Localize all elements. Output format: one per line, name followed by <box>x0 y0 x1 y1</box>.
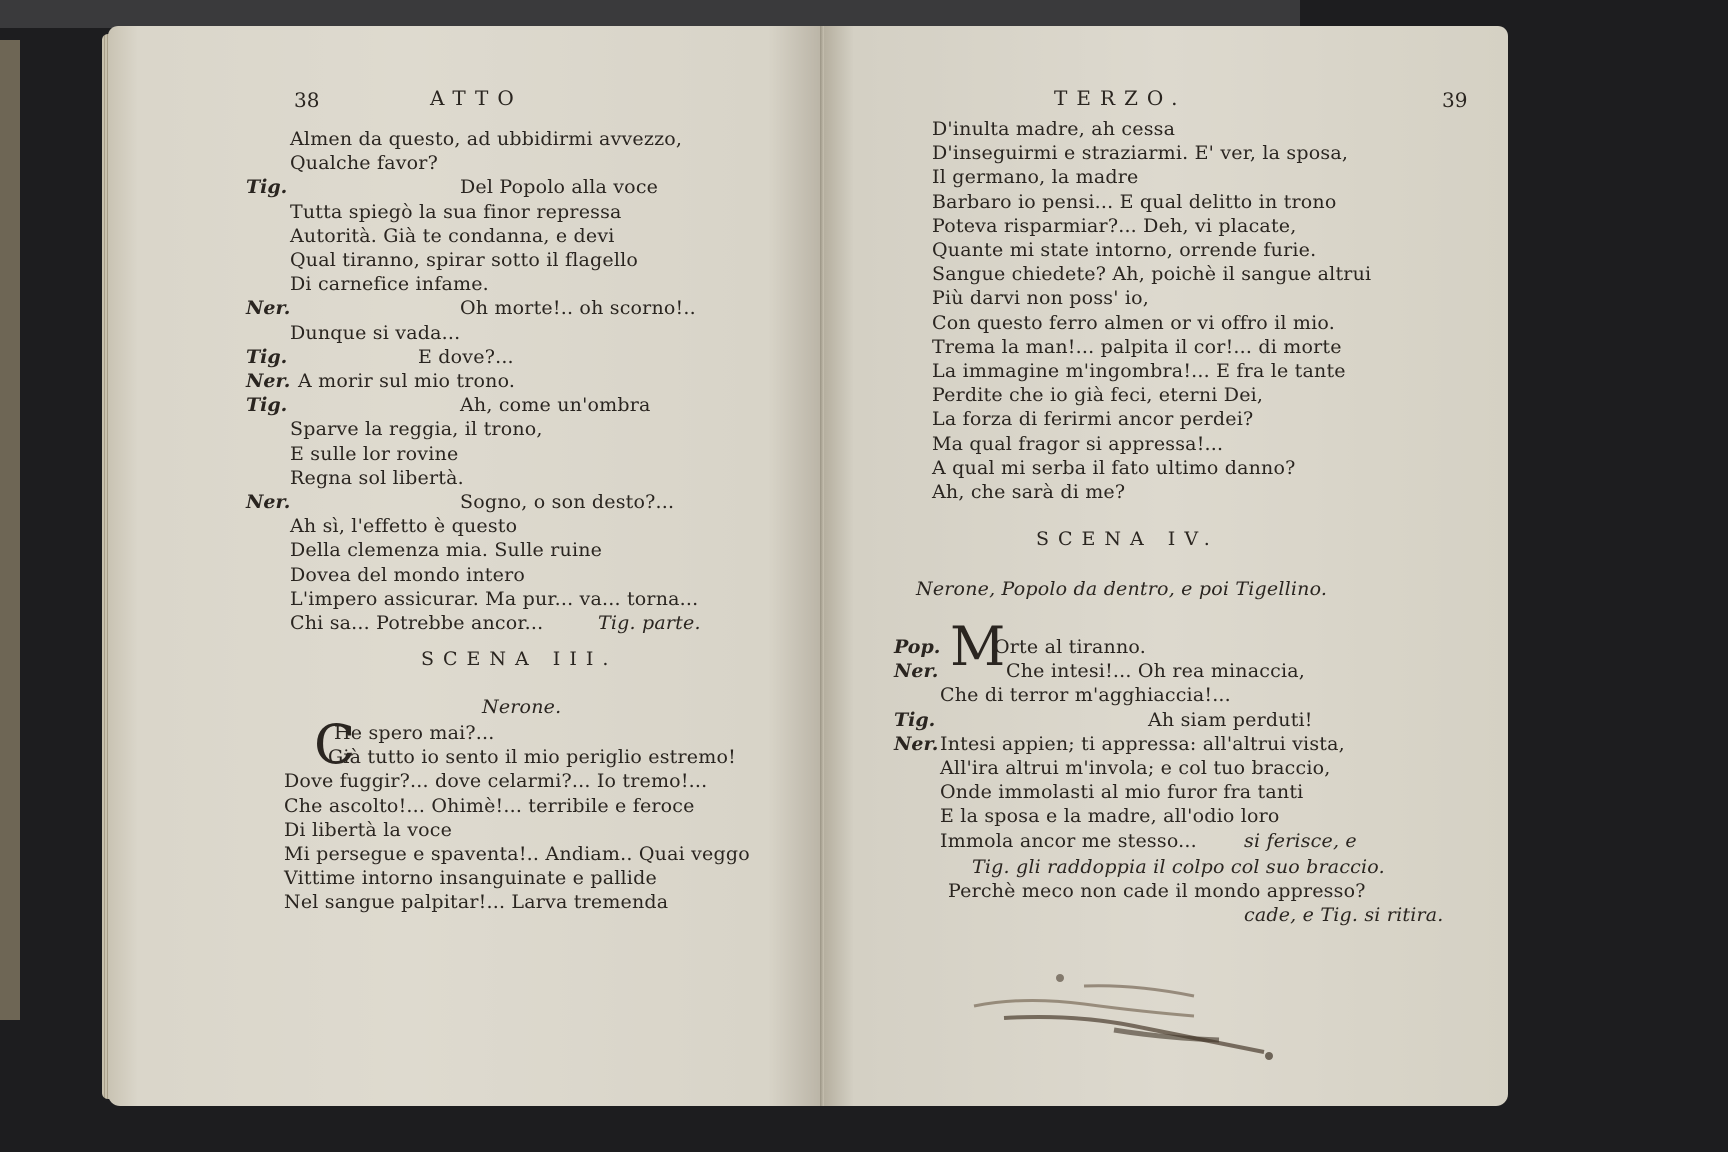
speaker-label: Tig. <box>894 708 936 731</box>
verse-line: All'ira altrui m'invola; e col tuo braccio, <box>940 757 1331 779</box>
verse-line: Del Popolo alla voce <box>460 176 659 199</box>
verse-line: E la sposa e la madre, all'odio loro <box>940 805 1280 828</box>
verse-line: Che di terror m'agghiaccia!... <box>940 684 1231 707</box>
verse-line: Già tutto io sento il mio periglio estremo! <box>328 746 736 769</box>
stage-direction: Tig. parte. <box>598 612 701 634</box>
verse-line: Dove fuggir?... dove celarmi?... Io tremo!... <box>284 770 708 793</box>
verse-line: Di libertà la voce <box>284 818 453 841</box>
page-number-left: 38 <box>294 88 320 112</box>
verse-line: Della clemenza mia. Sulle ruine <box>290 539 603 562</box>
page-number-right: 39 <box>1442 88 1468 112</box>
speaker-label: Ner. <box>246 491 291 513</box>
verse-line: Onde immolasti al mio furor fra tanti <box>940 781 1304 804</box>
ink-smudge <box>964 956 1304 1066</box>
verse-line: La forza di ferirmi ancor perdei? <box>932 408 1254 431</box>
verse-line: Che intesi!... Oh rea minaccia, <box>1006 660 1306 683</box>
verse-line: Dovea del mondo intero <box>290 563 525 586</box>
left-page <box>108 26 824 1106</box>
verse-line: Ah, come un'ombra <box>460 394 651 417</box>
verse-line: Che ascolto!... Ohimè!... terribile e feroce <box>284 794 695 817</box>
dropcap-left: C <box>314 713 356 776</box>
verse-line: Poteva risparmiar?... Deh, vi placate, <box>932 214 1297 237</box>
verse-line: Chi sa... Potrebbe ancor... <box>290 612 544 634</box>
verse-line: Regna sol libertà. <box>290 466 464 489</box>
verse-line: He spero mai?... <box>334 722 495 744</box>
verse-line: Mi persegue e spaventa!.. Andiam.. Quai veggo <box>284 843 750 865</box>
final-direction-right: cade, e Tig. si ritira. <box>1244 904 1444 926</box>
backdrop-left <box>0 40 20 1020</box>
verse-line: Oh morte!.. oh scorno!.. <box>460 297 696 320</box>
verse-line: Ma qual fragor si appressa!... <box>932 432 1224 455</box>
verse-line: Almen da questo, ad ubbidirmi avvezzo, <box>290 128 683 150</box>
verse-line: Vittime intorno insanguinate e pallide <box>284 867 657 890</box>
verse-line: Ah siam perduti! <box>1148 708 1313 731</box>
speaker-label: Ner. <box>894 732 939 755</box>
verse-line: Dunque si vada... <box>290 321 461 344</box>
running-head-right: TERZO. <box>1054 86 1187 110</box>
speaker-label: Ner. <box>246 370 291 392</box>
verse-line: Ah sì, l'effetto è questo <box>290 515 518 538</box>
verse-line: Immola ancor me stesso... <box>940 829 1197 852</box>
verse-line: La immagine m'ingombra!... E fra le tante <box>932 360 1346 382</box>
right-page <box>824 26 1508 1106</box>
verse-line: Di carnefice infame. <box>290 273 489 296</box>
verse-line: Nel sangue palpitar!... Larva tremenda <box>284 891 669 914</box>
scene-title-left: SCENA III. <box>421 648 618 670</box>
scene-persons-right: Nerone, Popolo da dentro, e poi Tigellino. <box>916 578 1328 600</box>
verse-line: Quante mi state intorno, orrende furie. <box>932 239 1317 261</box>
verse-line: Sogno, o son desto?... <box>460 491 675 513</box>
scene-title-right: SCENA IV. <box>1036 528 1219 550</box>
speaker-label: Tig. <box>246 394 288 417</box>
verse-line: Barbaro io pensi... E qual delitto in trono <box>932 190 1337 213</box>
stage-direction-right: Tig. gli raddoppia il colpo col suo braccio. <box>972 856 1385 878</box>
verse-line: Con questo ferro almen or vi offro il mio. <box>932 311 1335 334</box>
verse-line: Sangue chiedete? Ah, poichè il sangue altrui <box>932 263 1372 286</box>
verse-line: A qual mi serba il fato ultimo danno? <box>932 456 1296 479</box>
verse-line: Il germano, la madre <box>932 166 1139 189</box>
speaker-label: Tig. <box>246 345 288 368</box>
running-head-left: ATTO <box>430 86 523 110</box>
speaker-label: Pop. <box>894 636 941 658</box>
verse-line: Qual tiranno, spirar sotto il flagello <box>290 249 639 271</box>
stage-direction: si ferisce, e <box>1244 829 1357 852</box>
verse-line: Orte al tiranno. <box>994 636 1146 658</box>
verse-line: Autorità. Già te condanna, e devi <box>290 224 615 247</box>
verse-line: Sparve la reggia, il trono, <box>290 418 543 441</box>
speaker-label: Ner. <box>894 660 939 683</box>
verse-line: E dove?... <box>418 345 514 368</box>
verse-line: A morir sul mio trono. <box>298 370 516 392</box>
verse-line: Qualche favor? <box>290 152 438 175</box>
backdrop-top <box>0 0 1300 28</box>
speaker-label: Ner. <box>246 297 291 320</box>
verse-line: E sulle lor rovine <box>290 442 459 465</box>
open-book <box>108 26 1508 1116</box>
verse-line: Tutta spiegò la sua finor repressa <box>290 200 622 223</box>
verse-line: L'impero assicurar. Ma pur... va... torna... <box>290 587 699 610</box>
verse-line: Trema la man!... palpita il cor!... di morte <box>932 335 1342 358</box>
verse-line: Più darvi non poss' io, <box>932 287 1150 310</box>
scene-persons-left: Nerone. <box>482 696 562 718</box>
verse-line: Ah, che sarà di me? <box>932 481 1126 503</box>
verse-line: Intesi appien; ti appressa: all'altrui vista, <box>940 732 1345 755</box>
speaker-label: Tig. <box>246 176 288 199</box>
last-verse-right: Perchè meco non cade il mondo appresso? <box>948 880 1366 902</box>
verse-line: D'inseguirmi e straziarmi. E' ver, la sposa, <box>932 142 1349 165</box>
verse-line: Perdite che io già feci, eterni Dei, <box>932 384 1264 407</box>
dropcap-right: M <box>950 615 1006 678</box>
verse-line: D'inulta madre, ah cessa <box>932 118 1176 140</box>
